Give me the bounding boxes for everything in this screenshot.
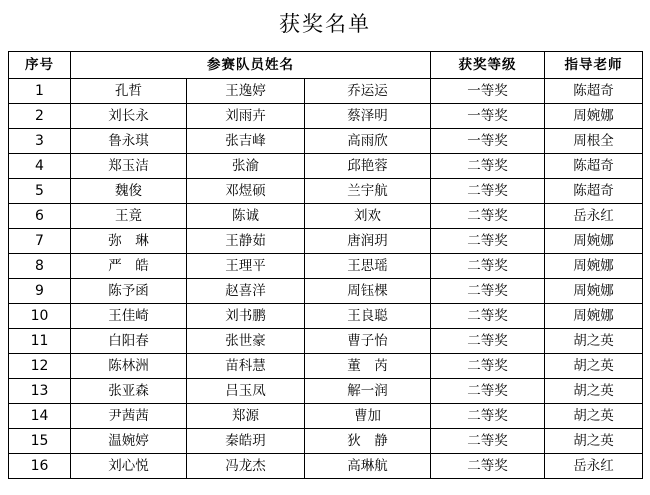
row-number: 13 (9, 379, 71, 404)
table-row (9, 454, 643, 479)
member-name: 乔运运 (305, 79, 431, 104)
page-title: 获奖名单 (279, 12, 371, 36)
award-level: 二等奖 (431, 329, 545, 354)
award-level: 二等奖 (431, 204, 545, 229)
award-level: 二等奖 (431, 404, 545, 429)
row-number: 3 (9, 129, 71, 154)
row-number: 5 (9, 179, 71, 204)
member-name: 蔡泽明 (305, 104, 431, 129)
member-name: 鲁永琪 (71, 129, 187, 154)
member-name: 解一润 (305, 379, 431, 404)
row-number: 12 (9, 354, 71, 379)
table-row (9, 404, 643, 429)
member-name: 王竟 (71, 204, 187, 229)
award-level: 二等奖 (431, 154, 545, 179)
teacher-name: 周婉娜 (545, 229, 643, 254)
teacher-name: 胡之英 (545, 404, 643, 429)
table-row (9, 379, 643, 404)
member-name: 王思瑶 (305, 254, 431, 279)
member-name: 王理平 (187, 254, 305, 279)
row-number: 10 (9, 304, 71, 329)
teacher-name: 周婉娜 (545, 279, 643, 304)
member-name: 狄 静 (305, 429, 431, 454)
table-row (9, 129, 643, 154)
member-name: 王良聪 (305, 304, 431, 329)
member-name: 刘欢 (305, 204, 431, 229)
member-name: 尹茜茜 (71, 404, 187, 429)
member-name: 魏俊 (71, 179, 187, 204)
member-name: 张世豪 (187, 329, 305, 354)
teacher-name: 周婉娜 (545, 254, 643, 279)
award-level: 二等奖 (431, 179, 545, 204)
member-name: 赵喜洋 (187, 279, 305, 304)
row-number: 14 (9, 404, 71, 429)
teacher-name: 胡之英 (545, 354, 643, 379)
header-number: 序号 (9, 52, 71, 79)
teacher-name: 岳永红 (545, 204, 643, 229)
row-number: 15 (9, 429, 71, 454)
member-name: 张渝 (187, 154, 305, 179)
teacher-name: 陈超奇 (545, 79, 643, 104)
row-number: 7 (9, 229, 71, 254)
teacher-name: 陈超奇 (545, 154, 643, 179)
award-level: 一等奖 (431, 79, 545, 104)
award-level: 二等奖 (431, 254, 545, 279)
member-name: 陈诚 (187, 204, 305, 229)
row-number: 4 (9, 154, 71, 179)
row-number: 9 (9, 279, 71, 304)
member-name: 郑玉洁 (71, 154, 187, 179)
table-row (9, 329, 643, 354)
table-row (9, 79, 643, 104)
table-row (9, 204, 643, 229)
table-row (9, 254, 643, 279)
award-level: 二等奖 (431, 379, 545, 404)
member-name: 冯龙杰 (187, 454, 305, 479)
member-name: 刘长永 (71, 104, 187, 129)
row-number: 1 (9, 79, 71, 104)
member-name: 弥 琳 (71, 229, 187, 254)
member-name: 王静茹 (187, 229, 305, 254)
member-name: 邱艳蓉 (305, 154, 431, 179)
award-level: 二等奖 (431, 279, 545, 304)
row-number: 2 (9, 104, 71, 129)
member-name: 陈林洲 (71, 354, 187, 379)
row-number: 8 (9, 254, 71, 279)
member-name: 郑源 (187, 404, 305, 429)
member-name: 高雨欣 (305, 129, 431, 154)
member-name: 周钰棵 (305, 279, 431, 304)
table-row (9, 154, 643, 179)
header-members: 参赛队员姓名 (71, 52, 431, 79)
award-level: 二等奖 (431, 354, 545, 379)
row-number: 6 (9, 204, 71, 229)
member-name: 刘雨卉 (187, 104, 305, 129)
teacher-name: 岳永红 (545, 454, 643, 479)
member-name: 秦皓玥 (187, 429, 305, 454)
member-name: 温婉婷 (71, 429, 187, 454)
teacher-name: 胡之英 (545, 429, 643, 454)
table-row (9, 279, 643, 304)
member-name: 曹加 (305, 404, 431, 429)
member-name: 高琳航 (305, 454, 431, 479)
award-level: 二等奖 (431, 454, 545, 479)
header-row (9, 52, 643, 79)
member-name: 严 皓 (71, 254, 187, 279)
member-name: 唐润玥 (305, 229, 431, 254)
row-number: 11 (9, 329, 71, 354)
member-name: 董 芮 (305, 354, 431, 379)
member-name: 张吉峰 (187, 129, 305, 154)
member-name: 白阳春 (71, 329, 187, 354)
member-name: 邓煜硕 (187, 179, 305, 204)
member-name: 吕玉凤 (187, 379, 305, 404)
award-level: 二等奖 (431, 304, 545, 329)
awards-table (8, 51, 643, 479)
teacher-name: 周婉娜 (545, 304, 643, 329)
member-name: 兰宇航 (305, 179, 431, 204)
table-row (9, 354, 643, 379)
member-name: 孔哲 (71, 79, 187, 104)
award-level: 一等奖 (431, 104, 545, 129)
teacher-name: 胡之英 (545, 379, 643, 404)
table-row (9, 304, 643, 329)
member-name: 刘心悦 (71, 454, 187, 479)
table-row (9, 104, 643, 129)
table-body (9, 79, 643, 479)
member-name: 刘书鹏 (187, 304, 305, 329)
table-row (9, 429, 643, 454)
header-teacher: 指导老师 (545, 52, 643, 79)
member-name: 王佳崎 (71, 304, 187, 329)
award-level: 二等奖 (431, 429, 545, 454)
teacher-name: 陈超奇 (545, 179, 643, 204)
award-level: 二等奖 (431, 229, 545, 254)
member-name: 王逸婷 (187, 79, 305, 104)
member-name: 张亚森 (71, 379, 187, 404)
teacher-name: 周根全 (545, 129, 643, 154)
teacher-name: 周婉娜 (545, 104, 643, 129)
member-name: 陈予函 (71, 279, 187, 304)
award-level: 一等奖 (431, 129, 545, 154)
member-name: 苗科慧 (187, 354, 305, 379)
member-name: 曹子怡 (305, 329, 431, 354)
teacher-name: 胡之英 (545, 329, 643, 354)
header-level: 获奖等级 (431, 52, 545, 79)
table-row (9, 179, 643, 204)
row-number: 16 (9, 454, 71, 479)
table-row (9, 229, 643, 254)
